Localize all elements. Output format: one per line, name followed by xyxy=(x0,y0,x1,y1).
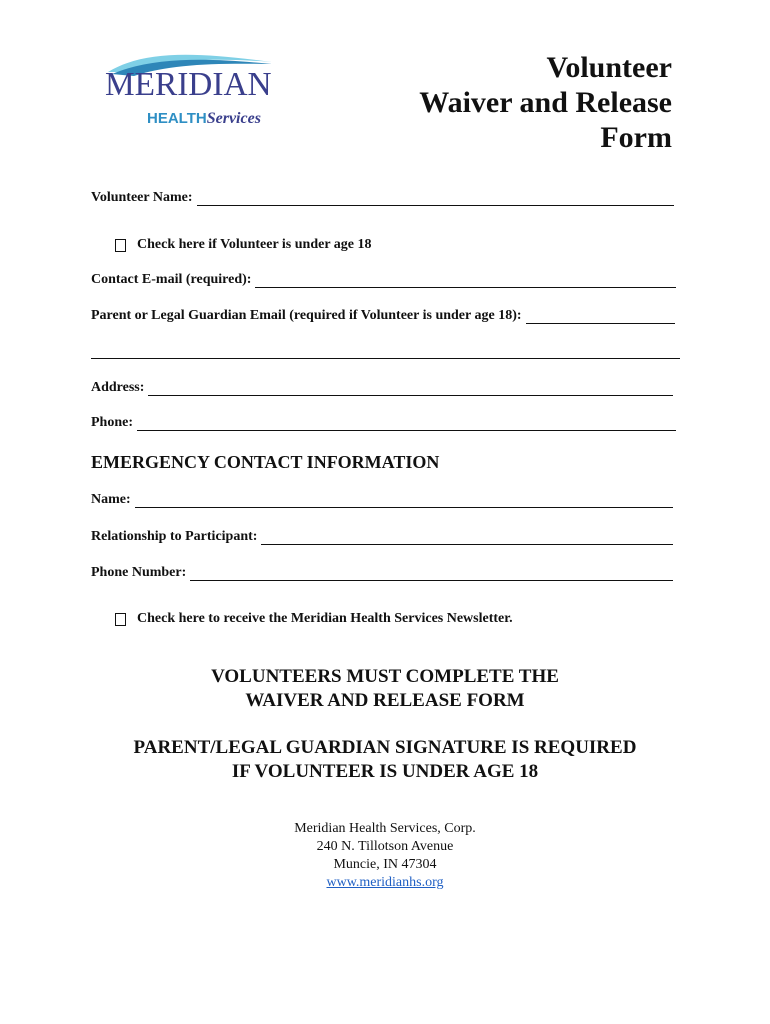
logo-health: HEALTH xyxy=(147,110,207,127)
guardian-email-line[interactable] xyxy=(526,309,675,324)
relationship-label: Relationship to Participant: xyxy=(91,529,258,544)
under18-checkbox[interactable] xyxy=(115,239,126,252)
relationship-line[interactable] xyxy=(261,530,673,545)
address-field[interactable] xyxy=(91,380,673,396)
guardian-email-continuation-line[interactable] xyxy=(91,358,680,359)
emergency-phone-line[interactable] xyxy=(190,566,673,581)
volunteer-name-line[interactable] xyxy=(197,191,675,206)
logo-services: Services xyxy=(206,110,261,127)
volunteer-name-field[interactable] xyxy=(91,190,674,206)
emergency-name-label: Name: xyxy=(91,492,131,507)
phone-label: Phone: xyxy=(91,415,133,430)
address-line[interactable] xyxy=(148,381,673,396)
volunteer-notice xyxy=(0,665,770,713)
address-label: Address: xyxy=(91,380,145,395)
guardian-notice-line-1: PARENT/LEGAL GUARDIAN SIGNATURE IS REQUIRED xyxy=(133,737,637,758)
phone-field[interactable] xyxy=(91,415,676,431)
guardian-email-field[interactable] xyxy=(91,308,675,324)
under18-checkbox-row[interactable] xyxy=(115,237,372,253)
emergency-name-field[interactable] xyxy=(91,492,673,508)
emergency-phone-label: Phone Number: xyxy=(91,565,187,580)
footer-org: Meridian Health Services, Corp. xyxy=(294,821,476,836)
newsletter-checkbox[interactable] xyxy=(115,613,126,626)
website-link[interactable]: www.meridianhs.org xyxy=(326,875,444,890)
under18-checkbox-label: Check here if Volunteer is under age 18 xyxy=(137,237,372,252)
title-line-3: Form xyxy=(600,121,672,154)
contact-email-label: Contact E-mail (required): xyxy=(91,272,252,287)
footer-street: 240 N. Tillotson Avenue xyxy=(316,839,454,854)
logo-subtitle xyxy=(147,110,261,128)
emergency-name-line[interactable] xyxy=(135,493,673,508)
contact-email-line[interactable] xyxy=(255,273,676,288)
footer-city: Muncie, IN 47304 xyxy=(333,857,437,872)
title-line-1: Volunteer xyxy=(546,51,672,84)
footer-address-block xyxy=(0,820,770,892)
emergency-phone-field[interactable] xyxy=(91,565,673,581)
logo-wordmark: MERIDIAN xyxy=(105,66,272,103)
phone-line[interactable] xyxy=(137,416,676,431)
contact-email-field[interactable] xyxy=(91,272,676,288)
guardian-notice xyxy=(0,736,770,784)
volunteer-notice-line-1: VOLUNTEERS MUST COMPLETE THE xyxy=(211,666,559,687)
guardian-email-label: Parent or Legal Guardian Email (required if Volunteer is under age 18): xyxy=(91,308,522,323)
title-line-2: Waiver and Release xyxy=(419,86,672,119)
guardian-notice-line-2: IF VOLUNTEER IS UNDER AGE 18 xyxy=(231,761,539,782)
meridian-logo xyxy=(100,50,280,132)
newsletter-checkbox-row[interactable] xyxy=(115,611,513,627)
relationship-field[interactable] xyxy=(91,529,673,545)
volunteer-notice-line-2: WAIVER AND RELEASE FORM xyxy=(245,690,525,711)
volunteer-name-label: Volunteer Name: xyxy=(91,190,193,205)
emergency-contact-heading: EMERGENCY CONTACT INFORMATION xyxy=(91,452,440,472)
newsletter-checkbox-label: Check here to receive the Meridian Health Services Newsletter. xyxy=(137,611,513,626)
page-title xyxy=(372,50,672,155)
